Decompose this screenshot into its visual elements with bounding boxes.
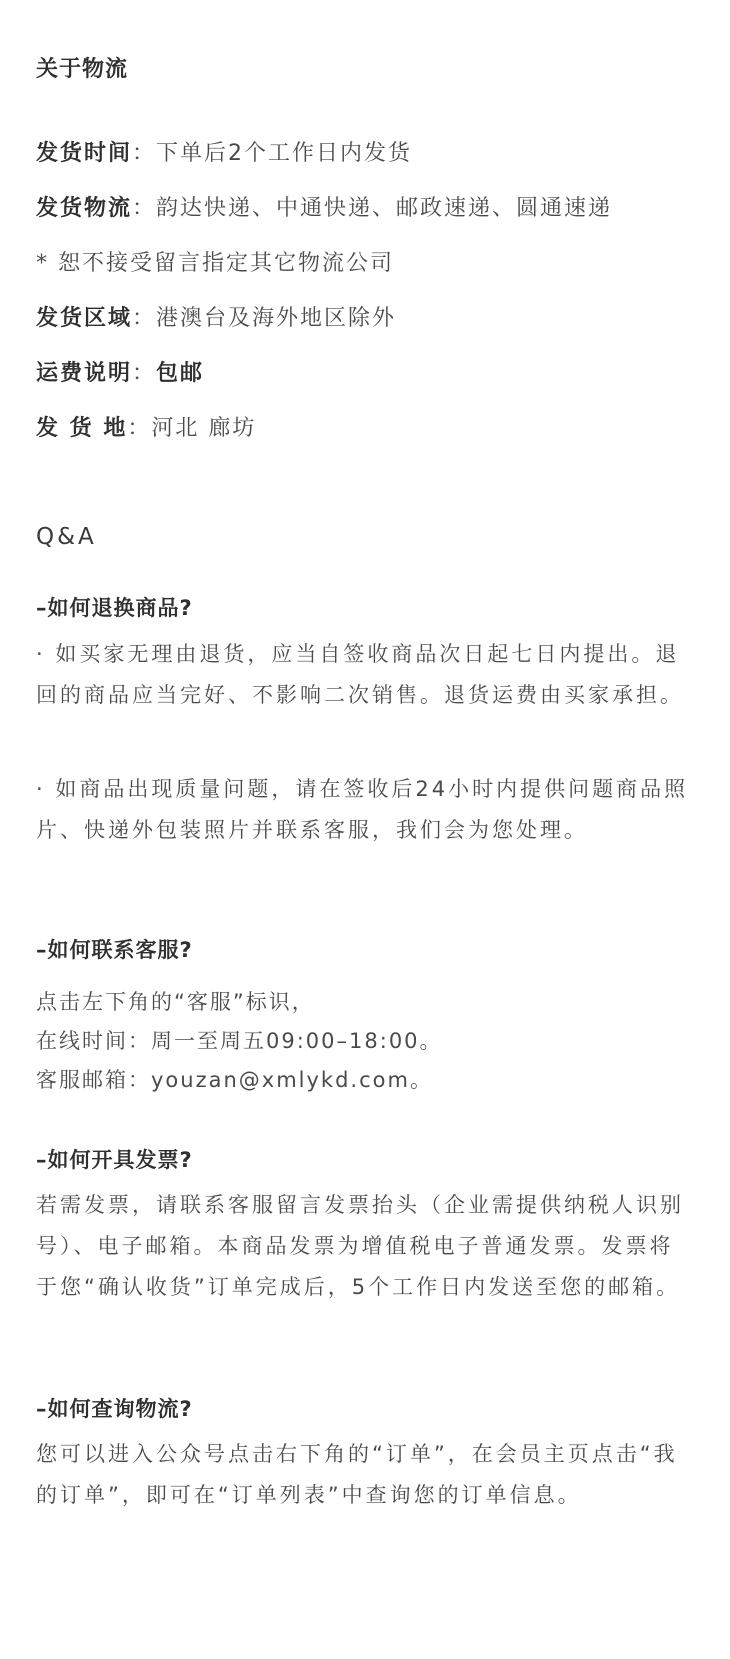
qa-title: Q&A: [36, 524, 97, 550]
ship-origin-row: [36, 411, 256, 442]
carrier-label: 发货物流: [36, 196, 133, 221]
ship-origin-label: 发 货 地: [36, 416, 128, 441]
ship-time-sep: ：: [132, 141, 157, 166]
logistics-title: 关于物流: [36, 57, 129, 82]
contact-line: 点击左下角的“客服”标识，: [36, 990, 315, 1014]
shipping-fee-value: 包邮: [156, 361, 205, 386]
carrier-note: * 恕不接受留言指定其它物流公司: [36, 251, 394, 276]
question-invoice: –如何开具发票?: [36, 1148, 193, 1172]
question-tracking: –如何查询物流?: [36, 1397, 193, 1421]
contact-email-line: 客服邮箱：youzan@xmlykd.com。: [36, 1068, 433, 1092]
ship-region-label: 发货区域: [36, 306, 133, 331]
question-contact: –如何联系客服?: [36, 938, 193, 962]
ship-region-row: [36, 301, 396, 332]
ship-time-value: 下单后2个工作日内发货: [156, 141, 413, 166]
shipping-fee-label: 运费说明: [36, 361, 133, 386]
shipping-fee-row: [36, 356, 204, 387]
answer-return-paragraph: · 如买家无理由退货，应当自签收商品次日起七日内提出。退回的商品应当完好、不影响二次销售。退货运费由买家承担。: [36, 642, 684, 707]
carrier-value: 韵达快递、中通快递、邮政速递、圆通速递: [156, 196, 613, 221]
ship-time-label: 发货时间: [36, 141, 133, 166]
ship-region-value: 港澳台及海外地区除外: [156, 306, 397, 331]
contact-hours-line: 在线时间：周一至周五09:00–18:00。: [36, 1029, 443, 1053]
carrier-sep: ：: [132, 196, 157, 221]
answer-invoice-paragraph: 若需发票，请联系客服留言发票抬头（企业需提供纳税人识别号）、电子邮箱。本商品发票为增值税电子普通发票。发票将于您“确认收货”订单完成后，5个工作日内发送至您的邮箱。: [36, 1193, 684, 1299]
ship-time-row: [36, 136, 412, 167]
ship-origin-value: 河北 廊坊: [151, 416, 257, 441]
carrier-row: [36, 191, 612, 222]
answer-return-paragraph: · 如商品出现质量问题，请在签收后24小时内提供问题商品照片、快递外包装照片并联系客服，我们会为您处理。: [36, 777, 689, 842]
ship-origin-sep: ：: [127, 416, 152, 441]
question-return: –如何退换商品?: [36, 596, 193, 620]
answer-tracking-paragraph: 您可以进入公众号点击右下角的“订单”，在会员主页点击“我的订单”，即可在“订单列表”中查询您的订单信息。: [36, 1442, 678, 1507]
shipping-fee-sep: ：: [132, 361, 157, 386]
ship-region-sep: ：: [132, 306, 157, 331]
